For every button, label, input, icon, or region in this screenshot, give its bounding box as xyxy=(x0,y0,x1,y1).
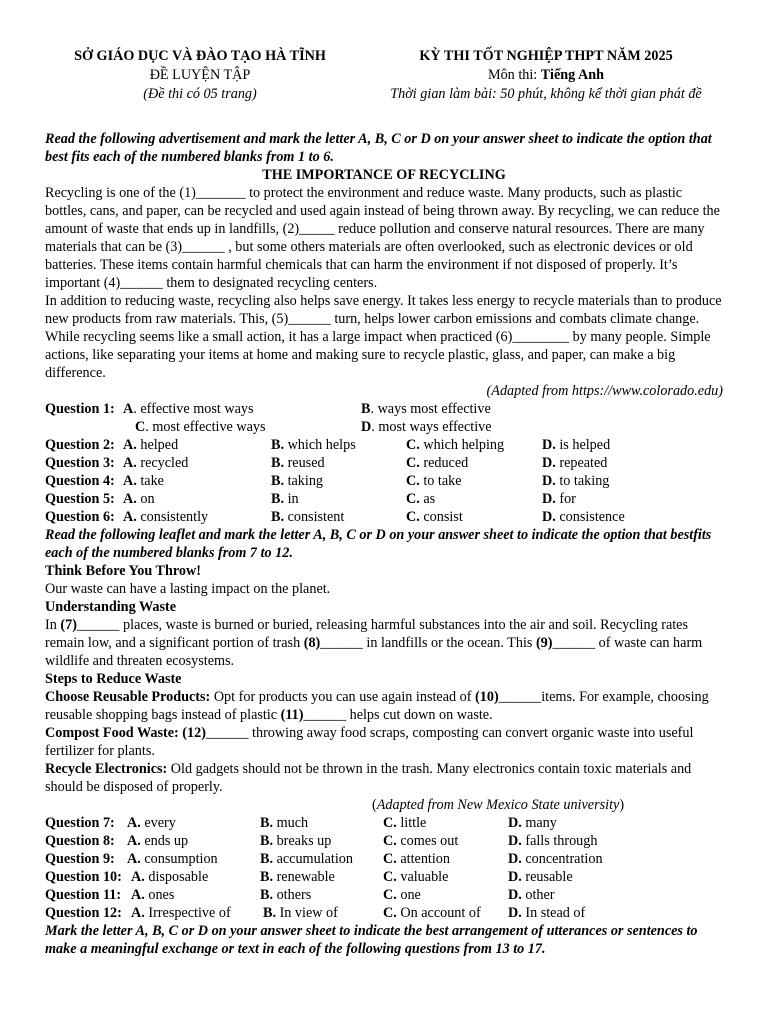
option-d: D. In stead of xyxy=(508,905,586,921)
option-b: B. in xyxy=(271,491,299,507)
leaflet-paragraph: Recycle Electronics: Old gadgets should not be thrown in the trash. Many electronics contain toxic materials and should be disposed of properly. xyxy=(45,761,692,795)
question-1 xyxy=(45,400,723,418)
passage1-paragraph: Recycling is one of the (1)_______ to protect the environment and reduce waste. Many products, such as plastic bottles, cans, and paper, can be recycled and used again instead of being thrown away. By recycling, we can reduce the amount of waste that ends up in landfills, (2)_____ reduce pollution and conserve natural resources. There are many materials that can be (3)______ , but some others materials are often overlooked, such as electronic devices or old batteries. These items contain harmful chemicals that can harm the environment if not disposed of properly. It’s important (4)______ them to designated recycling centers. xyxy=(45,185,720,291)
exam-content xyxy=(45,130,723,958)
question-label: Question 4: xyxy=(45,473,115,489)
question-label: Question 12: xyxy=(45,905,122,921)
option-b: B. others xyxy=(260,887,312,903)
option-b: B. reused xyxy=(271,455,325,471)
leaflet-paragraph: Choose Reusable Products: Opt for products you can use again instead of (10)______items. For example, choosing reusable shopping bags instead of plastic (11)______ helps cut down on waste. xyxy=(45,689,709,723)
question-6 xyxy=(45,508,723,526)
option-a: A. Irrespective of xyxy=(131,905,231,921)
subject-line xyxy=(360,66,732,85)
header-right xyxy=(360,47,732,104)
question-label: Question 9: xyxy=(45,851,115,867)
subject-value: Tiếng Anh xyxy=(540,67,605,83)
option-d: D. concentration xyxy=(508,851,603,867)
leaflet-title: Think Before You Throw! xyxy=(45,563,201,579)
option-b: B. renewable xyxy=(260,869,335,885)
option-b: B. much xyxy=(260,815,309,831)
option-c: C. as xyxy=(406,491,436,507)
option-a: A. ones xyxy=(131,887,175,903)
time-note: Thời gian làm bài: 50 phút, không kể thời gian phát đề xyxy=(390,86,702,102)
question-label: Question 8: xyxy=(45,833,115,849)
passage1-source: (Adapted from https://www.colorado.edu) xyxy=(486,383,723,399)
option-a: A. helped xyxy=(123,437,179,453)
option-c: C. On account of xyxy=(383,905,481,921)
leaflet-intro: Our waste can have a lasting impact on the planet. xyxy=(45,581,331,597)
question-7 xyxy=(45,814,723,832)
option-a: A. recycled xyxy=(123,455,189,471)
heading-understanding-waste: Understanding Waste xyxy=(45,599,176,615)
option-c: C. most effective ways xyxy=(135,419,266,435)
question-label: Question 2: xyxy=(45,437,115,453)
question-label: Question 1: xyxy=(45,401,115,417)
question-label: Question 11: xyxy=(45,887,122,903)
option-d: D. many xyxy=(508,815,557,831)
section3-instruction: Mark the letter A, B, C or D on your answer sheet to indicate the best arrangement of utterances or sentences to make a meaningful exchange or text in each of the following questions from 13 to 17. xyxy=(45,923,698,957)
option-c: C. valuable xyxy=(383,869,449,885)
question-label: Question 3: xyxy=(45,455,115,471)
section1-instruction: Read the following advertisement and mark the letter A, B, C or D on your answer sheet to indicate the option that best fits each of the numbered blanks from 1 to 6. xyxy=(45,131,712,165)
question-5 xyxy=(45,490,723,508)
option-c: C. little xyxy=(383,815,427,831)
option-b: B. In view of xyxy=(263,905,338,921)
option-d: D. for xyxy=(542,491,576,507)
option-c: C. comes out xyxy=(383,833,459,849)
option-c: C. which helping xyxy=(406,437,505,453)
option-d: D. other xyxy=(508,887,555,903)
option-d: D. is helped xyxy=(542,437,611,453)
option-c: C. reduced xyxy=(406,455,469,471)
question-3 xyxy=(45,454,723,472)
option-a: A. effective most ways xyxy=(123,401,254,417)
exam-title: KỲ THI TỐT NGHIỆP THPT NĂM 2025 xyxy=(419,48,673,64)
page-count-note: (Đề thi có 05 trang) xyxy=(143,86,257,102)
option-c: C. consist xyxy=(406,509,463,525)
option-d: D. falls through xyxy=(508,833,598,849)
question-12 xyxy=(45,904,723,922)
subject-label: Môn thi: xyxy=(487,67,541,83)
question-11 xyxy=(45,886,723,904)
question-8 xyxy=(45,832,723,850)
passage1-paragraph: In addition to reducing waste, recycling also helps save energy. It takes less energy to recycle materials than to produce new products from raw materials. This, (5)______ turn, helps lower carbon emissions and combats climate change. xyxy=(45,293,722,327)
section2-instruction: Read the following leaflet and mark the letter A, B, C or D on your answer sheet to indicate the option that bestfits each of the numbered blanks from 7 to 12. xyxy=(45,527,712,561)
question-label: Question 6: xyxy=(45,509,115,525)
heading-steps: Steps to Reduce Waste xyxy=(45,671,182,687)
leaflet-source: (Adapted from New Mexico State university) xyxy=(372,797,625,813)
option-b: B. accumulation xyxy=(260,851,353,867)
option-a: A. take xyxy=(123,473,164,489)
option-b: B. taking xyxy=(271,473,324,489)
option-b: B. breaks up xyxy=(260,833,332,849)
option-a: A. every xyxy=(127,815,176,831)
passage1-paragraph: While recycling seems like a small action, it has a large impact when practiced (6)________ by many people. Simple actions, like separating your items at home and making sure to recycle plastic, glass, and paper, can make a big difference. xyxy=(45,329,711,381)
option-c: C. one xyxy=(383,887,421,903)
option-d: D. to taking xyxy=(542,473,610,489)
question-1-cd xyxy=(45,418,723,436)
option-b: B. ways most effective xyxy=(361,401,491,417)
question-label: Question 7: xyxy=(45,815,115,831)
option-a: A. disposable xyxy=(131,869,209,885)
option-a: A. consistently xyxy=(123,509,209,525)
option-a: A. ends up xyxy=(127,833,189,849)
option-d: D. repeated xyxy=(542,455,608,471)
department-name: SỞ GIÁO DỤC VÀ ĐÀO TẠO HÀ TĨNH xyxy=(74,48,326,64)
header-left xyxy=(40,47,360,104)
option-a: A. consumption xyxy=(127,851,218,867)
option-c: C. attention xyxy=(383,851,450,867)
question-label: Question 10: xyxy=(45,869,122,885)
question-9 xyxy=(45,850,723,868)
leaflet-paragraph: Compost Food Waste: (12)______ throwing away food scraps, composting can convert organic waste into useful fertilizer for plants. xyxy=(45,725,694,759)
question-label: Question 5: xyxy=(45,491,115,507)
option-c: C. to take xyxy=(406,473,462,489)
option-d: D. reusable xyxy=(508,869,573,885)
option-a: A. on xyxy=(123,491,155,507)
passage1-title: THE IMPORTANCE OF RECYCLING xyxy=(262,167,506,183)
option-b: B. which helps xyxy=(271,437,356,453)
question-4 xyxy=(45,472,723,490)
option-d: D. consistence xyxy=(542,509,625,525)
question-2 xyxy=(45,436,723,454)
exam-type: ĐỀ LUYỆN TẬP xyxy=(149,67,251,83)
option-d: D. most ways effective xyxy=(361,419,492,435)
question-10 xyxy=(45,868,723,886)
leaflet-paragraph: In (7)______ places, waste is burned or buried, releasing harmful substances into the air and soil. Recycling rates remain low, and a significant portion of trash (8)______ in landfills or the ocean. This (9)______ of waste can harm wildlife and threaten ecosystems. xyxy=(45,617,703,669)
option-b: B. consistent xyxy=(271,509,345,525)
